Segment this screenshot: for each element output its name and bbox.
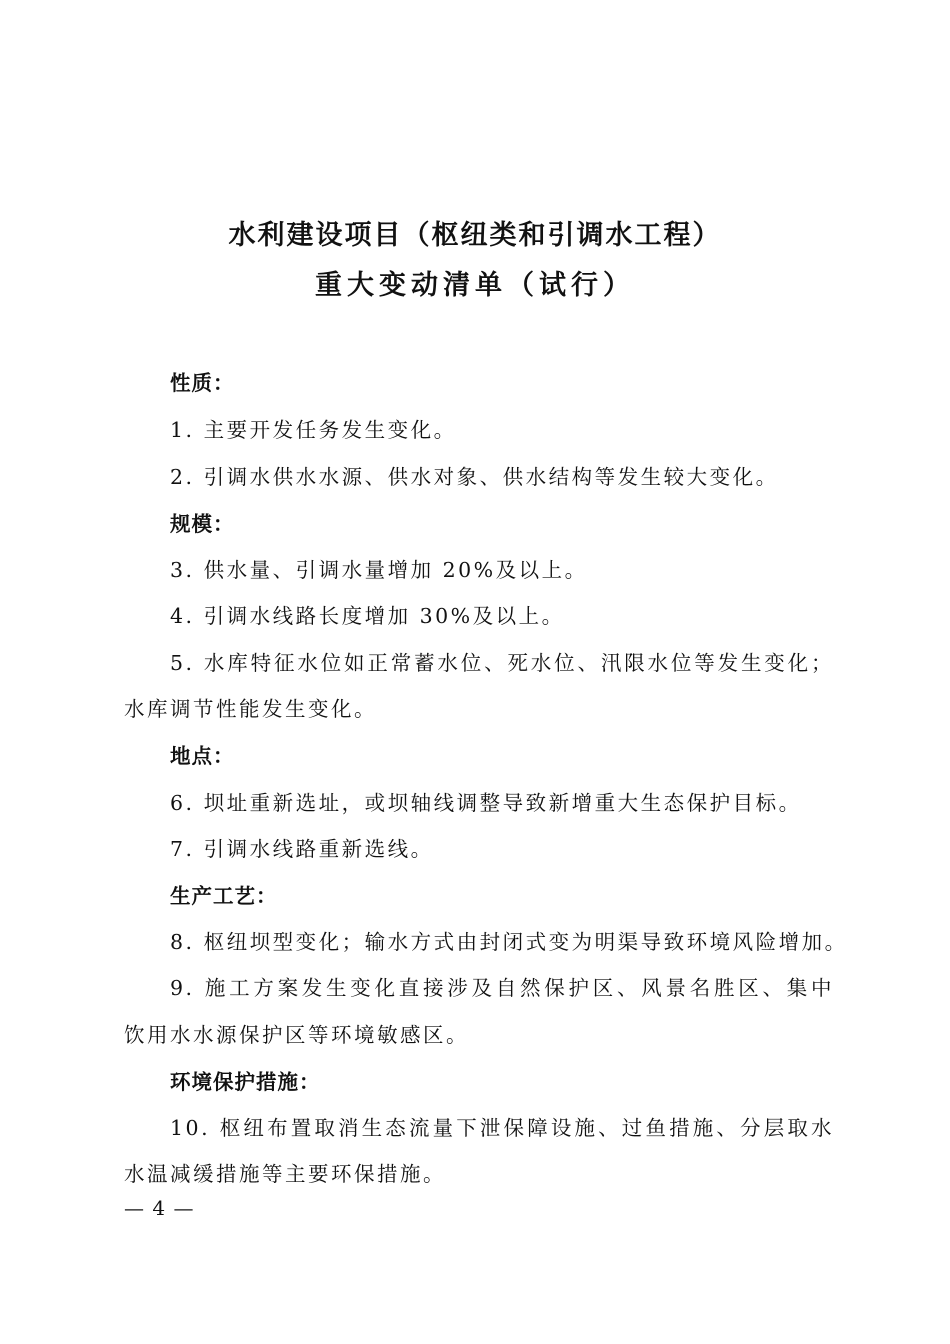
section-heading-location: 地点： [170,744,235,768]
list-item-7: 7. 引调水线路重新选线。 [170,837,434,861]
section-heading-nature: 性质： [170,371,235,395]
list-item-2: 2. 引调水供水水源、供水对象、供水结构等发生较大变化。 [170,465,779,489]
section-heading-process: 生产工艺： [170,884,278,908]
document-title-line-1: 水利建设项目（枢纽类和引调水工程） [228,220,722,251]
list-item-10-line-2: 水温减缓措施等主要环保措施。 [124,1162,446,1186]
section-heading-scale: 规模： [170,512,235,536]
section-heading-measures: 环境保护措施： [170,1070,321,1094]
list-item-6: 6. 坝址重新选址，或坝轴线调整导致新增重大生态保护目标。 [170,791,802,815]
list-item-4: 4. 引调水线路长度增加 30%及以上。 [170,604,565,628]
list-item-9-line-1: 9. 施工方案发生变化直接涉及自然保护区、风景名胜区、集中 [170,976,834,1000]
list-item-5-line-1: 5. 水库特征水位如正常蓄水位、死水位、汛限水位等发生变化； [170,651,834,675]
list-item-10-line-1: 10. 枢纽布置取消生态流量下泄保障设施、过鱼措施、分层取水 [170,1116,834,1140]
list-item-3: 3. 供水量、引调水量增加 20%及以上。 [170,558,588,582]
list-item-5-line-2: 水库调节性能发生变化。 [124,697,377,721]
list-item-1: 1. 主要开发任务发生变化。 [170,418,457,442]
page-number: — 4 — [124,1196,195,1220]
list-item-9-line-2: 饮用水水源保护区等环境敏感区。 [124,1023,469,1047]
list-item-8: 8. 枢纽坝型变化；输水方式由封闭式变为明渠导致环境风险增加。 [170,930,848,954]
document-title-line-2: 重大变动清单（试行） [315,270,635,301]
